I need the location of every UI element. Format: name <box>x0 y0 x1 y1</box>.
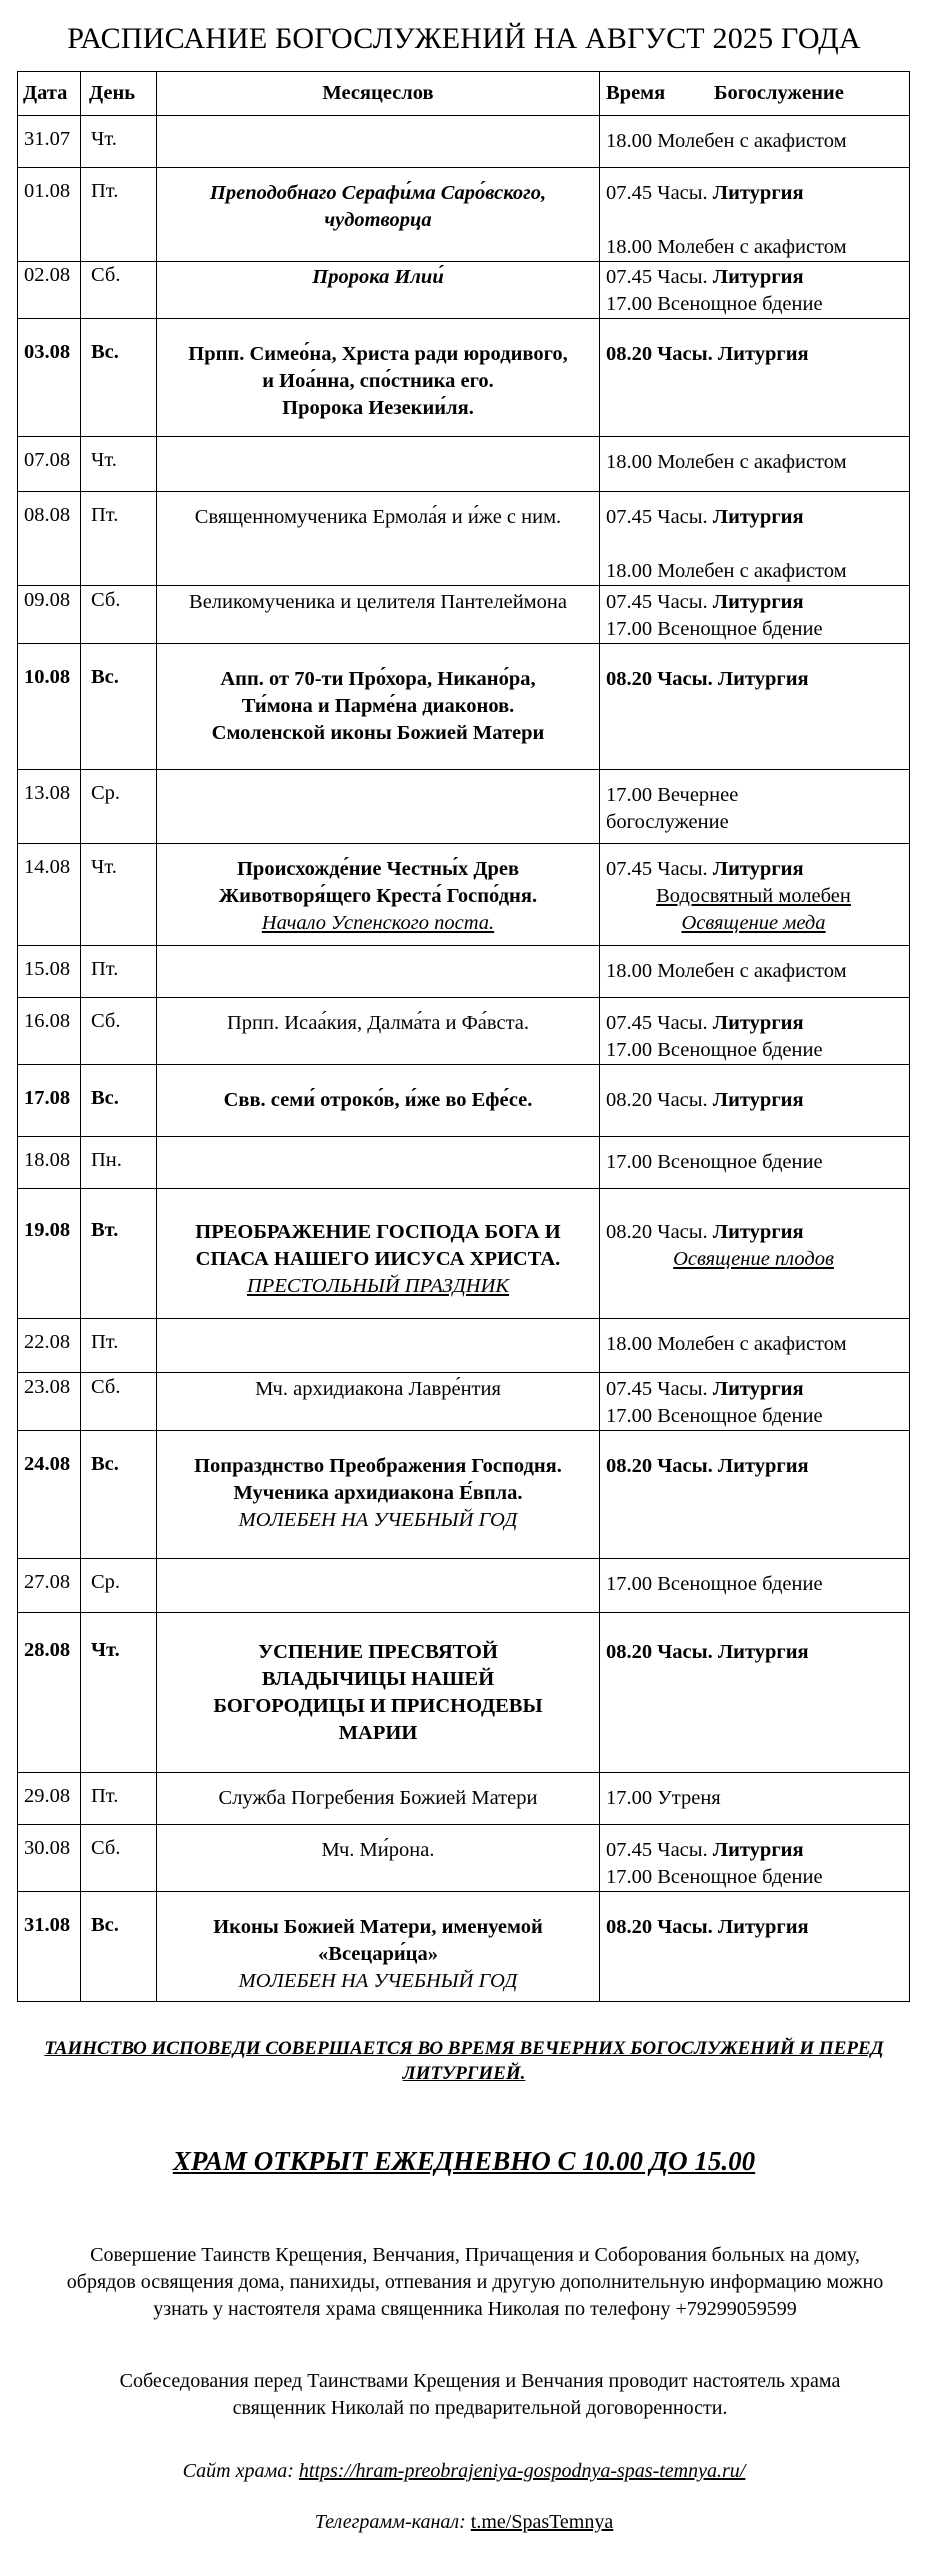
row-date: 02.08 <box>18 262 81 319</box>
table-row <box>18 586 910 644</box>
service-time: 07.45 Часы. <box>606 1012 708 1034</box>
service-line: богослужение <box>606 811 729 833</box>
schedule-table <box>17 71 910 2002</box>
row-saints <box>157 1137 600 1189</box>
row-day: Вт. <box>81 1189 157 1319</box>
table-row <box>18 1559 910 1613</box>
service-line: 17.00 Утреня <box>606 1787 721 1809</box>
saint-line: Служба Погребения Божией Матери <box>218 1787 538 1809</box>
header-saints: Месяцеслов <box>157 72 600 116</box>
row-date: 29.08 <box>18 1773 81 1825</box>
service-name: Литургия <box>712 1012 804 1034</box>
site-line <box>0 2460 928 2483</box>
service-line: 18.00 Молебен с акафистом <box>606 1333 847 1355</box>
row-saints <box>157 262 600 319</box>
table-row <box>18 262 910 319</box>
service-name: Литургия <box>712 506 804 528</box>
saint-line: УСПЕНИЕ ПРЕСВЯТОЙ <box>258 1641 498 1663</box>
saint-line: Попразднство Преображения Господня. <box>194 1455 562 1477</box>
row-saints <box>157 1773 600 1825</box>
site-link[interactable]: https://hram-preobrajeniya-gospodnya-spas-temnya.ru/ <box>298 2460 746 2482</box>
table-row <box>18 319 910 437</box>
row-services <box>600 844 910 946</box>
row-saints <box>157 168 600 262</box>
saint-line: Мч. Ми́рона. <box>321 1839 435 1861</box>
row-day: Чт. <box>81 437 157 492</box>
saint-line: Мч. архидиакона Лавре́нтия <box>255 1378 501 1400</box>
row-day: Вс. <box>81 319 157 437</box>
row-services <box>600 1431 910 1559</box>
row-saints <box>157 1825 600 1892</box>
row-date: 17.08 <box>18 1065 81 1137</box>
row-services <box>600 586 910 644</box>
table-row <box>18 946 910 998</box>
service-line: 08.20 Часы. Литургия <box>606 343 809 365</box>
saint-line: чудотворца <box>324 209 432 231</box>
row-saints <box>157 319 600 437</box>
service-line: 08.20 Часы. Литургия <box>606 1641 809 1663</box>
row-saints <box>157 116 600 168</box>
saint-line: «Всецари́ца» <box>318 1943 438 1965</box>
saint-line: Смоленской иконы Божией Матери <box>211 722 545 744</box>
table-row <box>18 168 910 262</box>
table-row <box>18 1431 910 1559</box>
service-line: 17.00 Всенощное бдение <box>606 1151 823 1173</box>
row-day: Ср. <box>81 1559 157 1613</box>
service-line: Освящение меда <box>681 912 826 934</box>
row-services <box>600 1065 910 1137</box>
service-name: Литургия <box>712 1221 804 1243</box>
row-date: 31.07 <box>18 116 81 168</box>
table-row <box>18 116 910 168</box>
service-line: 17.00 Всенощное бдение <box>606 1866 823 1888</box>
row-services <box>600 644 910 770</box>
row-saints <box>157 1189 600 1319</box>
row-saints <box>157 492 600 586</box>
row-saints <box>157 1431 600 1559</box>
saint-line: Великомученика и целителя Пантелеймона <box>189 591 567 613</box>
row-day: Сб. <box>81 1373 157 1431</box>
row-date: 01.08 <box>18 168 81 262</box>
service-name: Литургия <box>712 1378 804 1400</box>
row-day: Чт. <box>81 116 157 168</box>
table-row <box>18 998 910 1065</box>
saint-line: Свв. семи́ отроко́в, и́же во Ефе́се. <box>223 1089 533 1111</box>
row-date: 19.08 <box>18 1189 81 1319</box>
service-time: 07.45 Часы. <box>606 1839 708 1861</box>
row-date: 03.08 <box>18 319 81 437</box>
saint-line: Пророка Илии́ <box>312 266 444 288</box>
saint-line: Ти́мона и Парме́на диаконов. <box>241 695 515 717</box>
table-row <box>18 492 910 586</box>
row-day: Вс. <box>81 644 157 770</box>
row-services <box>600 492 910 586</box>
saint-line: ВЛАДЫЧИЦЫ НАШЕЙ <box>261 1668 495 1690</box>
row-services <box>600 168 910 262</box>
row-date: 07.08 <box>18 437 81 492</box>
service-line: 17.00 Всенощное бдение <box>606 1573 823 1595</box>
service-name: Литургия <box>712 1089 804 1111</box>
saint-line: Мученика архидиакона Е́впла. <box>233 1482 523 1504</box>
saint-line: ПРЕОБРАЖЕНИЕ ГОСПОДА БОГА И <box>195 1221 561 1243</box>
saint-line: Пророка Иезекии́ля. <box>282 397 474 419</box>
confession-note: ТАИНСТВО ИСПОВЕДИ СОВЕРШАЕТСЯ ВО ВРЕМЯ ВЕЧЕРНИХ БОГОСЛУЖЕНИЙ И ПЕРЕД ЛИТУРГИЕЙ. <box>44 2038 884 2084</box>
row-saints <box>157 1892 600 2002</box>
row-services <box>600 1825 910 1892</box>
table-row <box>18 770 910 844</box>
saint-line: Священномученика Ермола́я и и́же с ним. <box>194 506 562 528</box>
row-day: Пт. <box>81 946 157 998</box>
table-row <box>18 1189 910 1319</box>
table-row <box>18 1319 910 1373</box>
service-name: Литургия <box>712 1839 804 1861</box>
row-day: Вс. <box>81 1065 157 1137</box>
table-row <box>18 1373 910 1431</box>
saint-line: Преподобнаго Серафи́ма Саро́вского, <box>209 182 547 204</box>
row-date: 30.08 <box>18 1825 81 1892</box>
table-row <box>18 1773 910 1825</box>
telegram-line <box>0 2511 928 2534</box>
row-saints <box>157 1319 600 1373</box>
saint-line: Начало Успенского поста. <box>261 912 495 934</box>
saint-line: Иконы Божией Матери, именуемой <box>213 1916 543 1938</box>
row-saints <box>157 644 600 770</box>
service-line: 18.00 Молебен с акафистом <box>606 130 847 152</box>
row-saints <box>157 1559 600 1613</box>
table-row <box>18 1892 910 2002</box>
service-line: 18.00 Молебен с акафистом <box>606 560 847 582</box>
row-date: 09.08 <box>18 586 81 644</box>
row-services <box>600 319 910 437</box>
service-line: 18.00 Молебен с акафистом <box>606 236 847 258</box>
row-saints <box>157 437 600 492</box>
header-service: Богослужение <box>714 82 844 104</box>
row-services <box>600 1137 910 1189</box>
row-saints <box>157 586 600 644</box>
row-saints <box>157 844 600 946</box>
header-time-service <box>600 72 910 116</box>
saint-line: Апп. от 70-ти Про́хора, Никано́ра, <box>220 668 536 690</box>
header-day: День <box>81 72 157 116</box>
row-day: Пт. <box>81 168 157 262</box>
table-row <box>18 644 910 770</box>
service-line: Освящение плодов <box>673 1248 834 1270</box>
saint-line: МАРИИ <box>338 1722 418 1744</box>
row-day: Сб. <box>81 586 157 644</box>
row-saints <box>157 946 600 998</box>
row-services <box>600 262 910 319</box>
telegram-link[interactable]: t.me/SpasTemnya <box>470 2511 614 2533</box>
row-day: Сб. <box>81 1825 157 1892</box>
service-line: 18.00 Молебен с акафистом <box>606 451 847 473</box>
row-date: 16.08 <box>18 998 81 1065</box>
telegram-label: Телеграмм-канал: <box>314 2511 466 2533</box>
table-row <box>18 844 910 946</box>
service-time: 07.45 Часы. <box>606 591 708 613</box>
service-line: 17.00 Всенощное бдение <box>606 1039 823 1061</box>
table-row <box>18 1613 910 1773</box>
row-date: 23.08 <box>18 1373 81 1431</box>
saint-line: Происхожде́ние Честны́х Древ <box>236 858 520 880</box>
saint-line: и Иоа́нна, спо́стника его. <box>262 370 494 392</box>
saint-line: БОГОРОДИЦЫ И ПРИСНОДЕВЫ <box>213 1695 543 1717</box>
table-row <box>18 1825 910 1892</box>
row-saints <box>157 1613 600 1773</box>
saint-line: Животворя́щего Креста́ Госпо́дня. <box>218 885 538 907</box>
interview-paragraph: Собеседования перед Таинствами Крещения и Венчания проводит настоятель храма священник Николай по предварительной договоренности. <box>119 2370 841 2419</box>
page-title: РАСПИСАНИЕ БОГОСЛУЖЕНИЙ НА АВГУСТ 2025 ГОДА <box>67 22 861 55</box>
table-header-row <box>18 72 910 116</box>
service-line: Водосвятный молебен <box>656 885 851 907</box>
saint-line: СПАСА НАШЕГО ИИСУСА ХРИСТА. <box>195 1248 561 1270</box>
row-services <box>600 946 910 998</box>
service-time: 07.45 Часы. <box>606 266 708 288</box>
service-name: Литургия <box>712 591 804 613</box>
service-line: 08.20 Часы. Литургия <box>606 668 809 690</box>
table-row <box>18 437 910 492</box>
service-line: 08.20 Часы. Литургия <box>606 1455 809 1477</box>
row-services <box>600 1559 910 1613</box>
row-day: Сб. <box>81 998 157 1065</box>
row-day: Ср. <box>81 770 157 844</box>
service-time: 07.45 Часы. <box>606 506 708 528</box>
site-label: Сайт храма: <box>182 2460 294 2482</box>
row-day: Пн. <box>81 1137 157 1189</box>
row-date: 24.08 <box>18 1431 81 1559</box>
row-date: 15.08 <box>18 946 81 998</box>
row-day: Вс. <box>81 1892 157 2002</box>
saint-line: Прпп. Исаа́кия, Далма́та и Фа́вста. <box>226 1012 529 1034</box>
saint-line: МОЛЕБЕН НА УЧЕБНЫЙ ГОД <box>238 1970 518 1992</box>
service-name: Литургия <box>712 858 804 880</box>
row-date: 08.08 <box>18 492 81 586</box>
info-paragraph: Совершение Таинств Крещения, Венчания, Причащения и Соборования больных на дому, обрядов освящения дома, панихиды, отпевания и другую дополнительную информацию можно узнать у настоятеля храма священника Николая по телефону +79299059599 <box>66 2244 884 2320</box>
row-services <box>600 1319 910 1373</box>
row-day: Чт. <box>81 844 157 946</box>
row-services <box>600 437 910 492</box>
row-day: Пт. <box>81 1773 157 1825</box>
row-day: Вс. <box>81 1431 157 1559</box>
row-day: Пт. <box>81 1319 157 1373</box>
row-services <box>600 770 910 844</box>
row-services <box>600 1373 910 1431</box>
row-date: 22.08 <box>18 1319 81 1373</box>
service-time: 07.45 Часы. <box>606 858 708 880</box>
service-time: 08.20 Часы. <box>606 1221 708 1243</box>
row-day: Пт. <box>81 492 157 586</box>
row-date: 31.08 <box>18 1892 81 2002</box>
row-date: 27.08 <box>18 1559 81 1613</box>
table-row <box>18 1065 910 1137</box>
service-time: 07.45 Часы. <box>606 1378 708 1400</box>
row-saints <box>157 1373 600 1431</box>
service-line: 17.00 Всенощное бдение <box>606 618 823 640</box>
service-name: Литургия <box>712 182 804 204</box>
row-services <box>600 998 910 1065</box>
row-services <box>600 1613 910 1773</box>
service-line: 08.20 Часы. Литургия <box>606 1916 809 1938</box>
row-date: 13.08 <box>18 770 81 844</box>
service-line: 17.00 Всенощное бдение <box>606 1405 823 1427</box>
row-services <box>600 1773 910 1825</box>
service-name: Литургия <box>712 266 804 288</box>
table-row <box>18 1137 910 1189</box>
service-line: 17.00 Вечернее <box>606 784 739 806</box>
row-saints <box>157 1065 600 1137</box>
row-date: 18.08 <box>18 1137 81 1189</box>
row-date: 10.08 <box>18 644 81 770</box>
saint-line: МОЛЕБЕН НА УЧЕБНЫЙ ГОД <box>238 1509 518 1531</box>
row-day: Чт. <box>81 1613 157 1773</box>
row-services <box>600 1892 910 2002</box>
row-date: 28.08 <box>18 1613 81 1773</box>
open-hours: ХРАМ ОТКРЫТ ЕЖЕДНЕВНО С 10.00 ДО 15.00 <box>172 2146 756 2176</box>
row-day: Сб. <box>81 262 157 319</box>
row-saints <box>157 770 600 844</box>
row-saints <box>157 998 600 1065</box>
service-line: 17.00 Всенощное бдение <box>606 293 823 315</box>
row-services <box>600 1189 910 1319</box>
service-time: 08.20 Часы. <box>606 1089 708 1111</box>
header-time: Время <box>606 82 666 104</box>
saint-line: ПРЕСТОЛЬНЫЙ ПРАЗДНИК <box>247 1275 509 1297</box>
service-line: 18.00 Молебен с акафистом <box>606 960 847 982</box>
row-services <box>600 116 910 168</box>
header-date: Дата <box>18 72 81 116</box>
service-time: 07.45 Часы. <box>606 182 708 204</box>
saint-line: Прпп. Симео́на, Христа ради юродивого, <box>188 343 568 365</box>
row-date: 14.08 <box>18 844 81 946</box>
